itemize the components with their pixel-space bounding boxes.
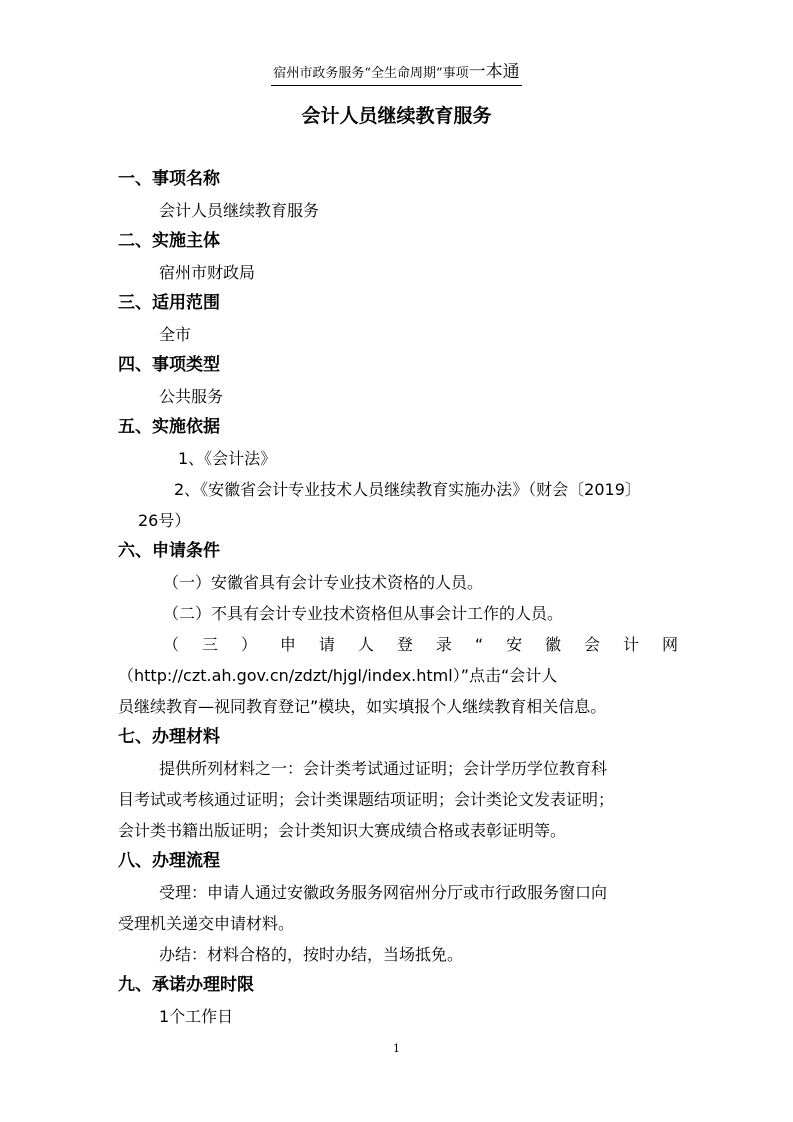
section-text: 公共服务 bbox=[159, 387, 224, 406]
condition-item: （三）申请人登录“安徽会计网 bbox=[163, 635, 678, 654]
section-heading: 四、事项类型 bbox=[118, 355, 220, 375]
section-heading: 二、实施主体 bbox=[118, 231, 220, 251]
process-text: 办结：材料合格的，按时办结，当场抵免。 bbox=[159, 945, 464, 964]
page-header bbox=[0, 62, 793, 86]
basis-item: 2、《安徽省会计专业技术人员继续教育实施办法》（财会〔2019〕 bbox=[174, 480, 641, 499]
process-text: 受理机关递交申请材料。 bbox=[118, 914, 295, 933]
section-text: 全市 bbox=[159, 325, 192, 344]
section-text: 1个工作日 bbox=[159, 1007, 234, 1026]
condition-item: （二）不具有会计专业技术资格但从事会计工作的人员。 bbox=[163, 604, 564, 623]
condition-item-continued: 员继续教育—视同教育登记”模块，如实填报个人继续教育相关信息。 bbox=[118, 697, 607, 716]
materials-text: 目考试或考核通过证明；会计类课题结项证明；会计类论文发表证明； bbox=[118, 790, 615, 809]
section-heading: 三、适用范围 bbox=[118, 293, 220, 313]
section-heading: 七、办理材料 bbox=[118, 727, 220, 747]
materials-text: 提供所列材料之一：会计类考试通过证明；会计学历学位教育科 bbox=[159, 759, 608, 778]
section-text: 会计人员继续教育服务 bbox=[159, 201, 320, 220]
basis-item-continued: 26号） bbox=[138, 511, 191, 530]
header-prefix: 宿州市政务服务“全生命周期”事项 bbox=[273, 66, 469, 81]
header-underline bbox=[271, 62, 521, 86]
section-heading: 五、实施依据 bbox=[118, 417, 220, 437]
document-body bbox=[118, 164, 678, 1032]
process-text: 受理：申请人通过安徽政务服务网宿州分厅或市行政服务窗口向 bbox=[159, 883, 608, 902]
header-suffix: 一本通 bbox=[468, 62, 520, 82]
document-title: 会计人员继续教育服务 bbox=[301, 105, 492, 127]
section-heading: 六、申请条件 bbox=[118, 541, 220, 561]
section-heading: 一、事项名称 bbox=[118, 169, 220, 189]
condition-item: （一）安徽省具有会计专业技术资格的人员。 bbox=[163, 573, 484, 592]
page-number: 1 bbox=[393, 1042, 400, 1055]
condition-item-continued: （http://czt.ah.gov.cn/zdzt/hjgl/index.html）”点击“会计人 bbox=[118, 666, 558, 685]
section-heading: 八、办理流程 bbox=[118, 851, 220, 871]
section-heading: 九、承诺办理时限 bbox=[118, 975, 254, 995]
section-text: 宿州市财政局 bbox=[159, 263, 256, 282]
basis-item: 1、《会计法》 bbox=[178, 449, 277, 468]
materials-text: 会计类书籍出版证明；会计类知识大赛成绩合格或表彰证明等。 bbox=[118, 821, 567, 840]
